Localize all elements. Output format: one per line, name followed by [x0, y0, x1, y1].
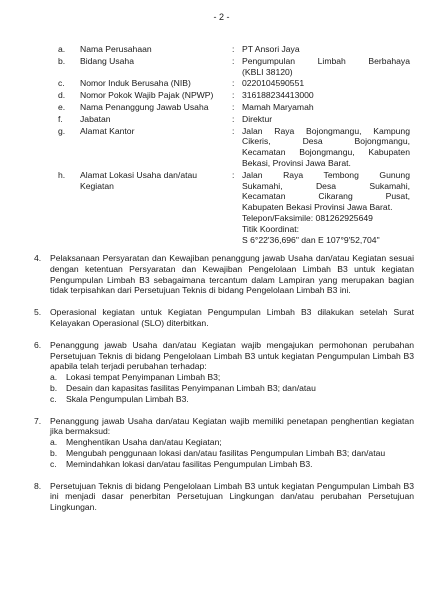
info-row-value-line: Kecamatan Cikarang Pusat, [242, 191, 410, 202]
info-row-value [242, 102, 410, 113]
point-number: 5. [34, 307, 42, 318]
info-row-value-line: 0220104590551 [242, 78, 305, 89]
numbered-point [34, 416, 414, 470]
point-number: 8. [34, 480, 42, 491]
info-row-value [242, 114, 410, 125]
info-row-label: Alamat Lokasi Usaha dan/atau Kegiatan [80, 169, 198, 191]
info-row-label: Nomor Induk Berusaha (NIB) [80, 78, 191, 89]
sub-item-letter: c. [50, 458, 57, 469]
info-row-colon: : [232, 44, 235, 54]
point-text: Persetujuan Teknis di bidang Pengelolaan Limbah B3 untuk kegiatan Pengumpulan Limbah B3 ini menjadi dasar penerbitan Persetujuan Lingkungan dan/atau perubahan Persetujuan Lingkungan. [50, 480, 414, 513]
point-number: 6. [34, 339, 42, 350]
point-body [50, 340, 414, 405]
info-row-value-line: Sukamahi, Desa Sukamahi, [242, 180, 410, 191]
point-body [50, 416, 414, 470]
info-row-value-line: Titik Koordinat: [242, 223, 299, 234]
sub-item-text: Lokasi tempat Penyimpanan Limbah B3; [66, 372, 221, 383]
point-body [50, 253, 414, 296]
point-text: Operasional kegiatan untuk Kegiatan Pengumpulan Limbah B3 dilakukan setelah Surat Kelayakan Operasional (SLO) diterbitkan. [50, 307, 414, 328]
point-text: Penanggung jawab Usaha dan/atau Kegiatan wajib mengajukan permohonan perubahan Persetujuan Teknis di bidang Pengelolaan Limbah B3 untuk kegiatan Pengumpulan Limbah B3 apabila telah terjadi perubahan terhadap: [50, 339, 414, 372]
info-row-colon: : [232, 78, 235, 89]
point-body [50, 307, 414, 329]
info-row-value [242, 126, 410, 169]
info-row-value [242, 78, 410, 89]
info-row-value-line: Mamah Maryamah [242, 101, 314, 112]
info-row [58, 78, 410, 89]
sub-item-letter: c. [50, 393, 57, 404]
info-row-letter: c. [58, 78, 65, 89]
sub-item [50, 437, 414, 448]
sub-item [50, 448, 414, 459]
info-row-label: Bidang Usaha [80, 55, 134, 66]
info-row-colon: : [232, 113, 235, 124]
company-info-table [58, 44, 410, 245]
numbered-points [34, 253, 414, 513]
info-row-colon: : [232, 101, 235, 112]
info-row-value-line: Kecamatan Bojongmangu, Kabupaten [242, 147, 410, 158]
info-row-value-line: Telepon/Faksimile: 081262925649 [242, 212, 373, 223]
point-text: Pelaksanaan Persyaratan dan Kewajiban penanggung jawab Usaha dan/atau Kegiatan sesuai dengan ketentuan Persyaratan dan Kewajiban Pengelolaan Limbah B3 untuk kegiatan Pengumpulan Limbah B3 sebagaimana tercantum dalam Lampiran yang merupakan bagian tidak terpisahkan dari Persetujuan Teknis di bidang Pengelolaan Limbah B3 ini. [50, 253, 414, 296]
info-row [58, 114, 410, 125]
sub-item-text: Desain dan kapasitas fasilitas Penyimpanan Limbah B3; dan/atau [66, 382, 316, 393]
sub-item-letter: b. [50, 447, 58, 458]
info-row-value [242, 44, 410, 55]
info-row-value-line: Kabupaten Bekasi Provinsi Jawa Barat. [242, 202, 393, 213]
info-row-value [242, 170, 410, 246]
numbered-point [34, 307, 414, 329]
info-row [58, 90, 410, 101]
info-row-colon: : [232, 55, 235, 66]
info-row-value-line: PT Ansori Jaya [242, 44, 300, 54]
info-row-colon: : [232, 169, 235, 180]
info-row-value-line: Jalan Raya Tembong Gunung [242, 169, 410, 180]
info-row-label: Nama Penanggung Jawab Usaha [80, 101, 209, 112]
numbered-point [34, 253, 414, 296]
info-row-value-line: Pengumpulan Limbah Berbahaya [242, 55, 410, 66]
sub-item-text: Mengubah penggunaan lokasi dan/atau fasilitas Pengumpulan Limbah B3; dan/atau [66, 447, 386, 458]
info-row-value-line: (KBLI 38120) [242, 66, 293, 77]
info-row-colon: : [232, 90, 235, 101]
point-text: Penanggung jawab Usaha dan/atau Kegiatan wajib memiliki penetapan penghentian kegiatan jika bermaksud: [50, 415, 414, 437]
info-row [58, 126, 410, 169]
sub-item-letter: a. [50, 372, 58, 383]
info-row-value-line: Jalan Raya Bojongmangu, Kampung [242, 125, 410, 136]
info-row [58, 102, 410, 113]
info-row-value [242, 56, 410, 78]
sub-item [50, 383, 414, 394]
point-body [50, 481, 414, 513]
numbered-point [34, 481, 414, 513]
sub-item [50, 459, 414, 470]
info-row-letter: h. [58, 169, 66, 180]
info-row-letter: f. [58, 113, 63, 124]
info-row-letter: b. [58, 55, 66, 66]
info-row-label: Nomor Pokok Wajib Pajak (NPWP) [80, 90, 214, 101]
sub-item [50, 394, 414, 405]
info-row-label: Nama Perusahaan [80, 44, 152, 54]
info-row-colon: : [232, 125, 235, 136]
info-row-letter: a. [58, 44, 66, 54]
point-number: 7. [34, 415, 42, 426]
info-row [58, 170, 410, 246]
info-row-letter: e. [58, 101, 66, 112]
info-row-value-line: 316188234413000 [242, 90, 314, 101]
page-number: - 2 - [213, 12, 230, 22]
info-row-value-line: S 6°22'36,696" dan E 107°9'52,704" [242, 234, 380, 245]
info-row-label: Alamat Kantor [80, 125, 135, 136]
info-row [58, 56, 410, 78]
info-row-value-line: Direktur [242, 113, 273, 124]
numbered-point [34, 340, 414, 405]
sub-item-text: Memindahkan lokasi dan/atau fasilitas Pengumpulan Limbah B3. [66, 458, 313, 469]
info-row-value-line: Cikeris, Desa Bojongmangu, [242, 136, 410, 147]
sub-item-text: Skala Pengumpulan Limbah B3. [66, 393, 189, 404]
sub-item-text: Menghentikan Usaha dan/atau Kegiatan; [66, 437, 222, 448]
point-number: 4. [34, 253, 42, 263]
info-row-value [242, 90, 410, 101]
sub-item-letter: a. [50, 437, 58, 448]
info-row-letter: d. [58, 90, 66, 101]
info-row-label: Jabatan [80, 113, 111, 124]
sub-item [50, 372, 414, 383]
info-row-letter: g. [58, 125, 66, 136]
info-row [58, 44, 410, 55]
sub-item-letter: b. [50, 382, 58, 393]
info-row-value-line: Bekasi, Provinsi Jawa Barat. [242, 157, 351, 168]
